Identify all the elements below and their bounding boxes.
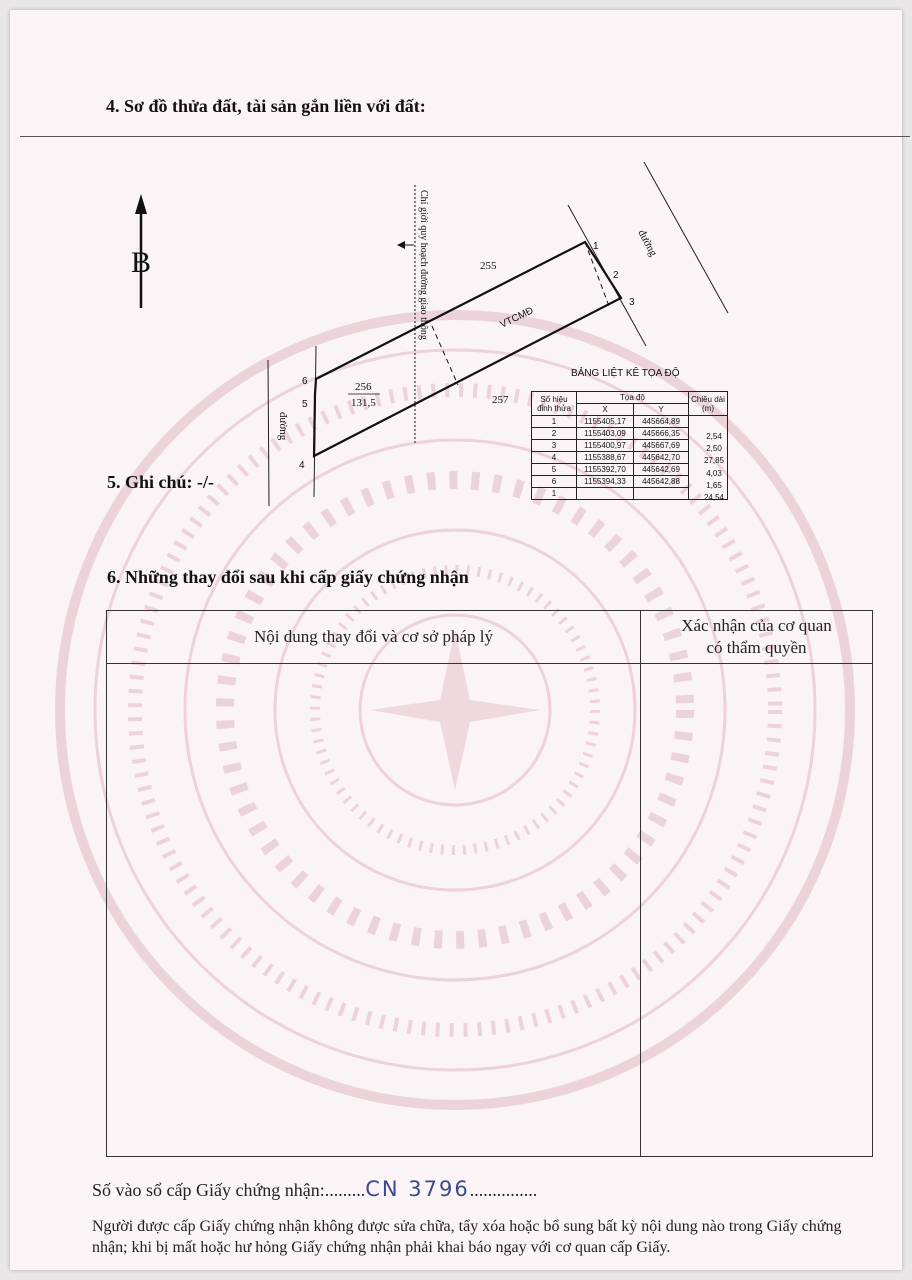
serial-label: Số vào sổ cấp Giấy chứng nhận: [92, 1180, 325, 1200]
notice-text: Người được cấp Giấy chứng nhận không được sửa chữa, tẩy xóa hoặc bổ sung bất kỳ nội dung nào trong Giấy chứng nhận; khi bị mất hoặc hư hỏng Giấy chứng nhận phải khai báo ngay với cơ quan cấp Giấy. [92, 1218, 842, 1256]
vertex-4-label: 4 [299, 460, 305, 471]
coord-x: 1155392,70 [577, 464, 634, 476]
coord-y [634, 488, 689, 500]
coord-y: 445642,88 [634, 476, 689, 488]
parcel-256-label: 256 [355, 381, 372, 393]
coord-y: 445664,89 [634, 416, 689, 428]
confirmation-line-2: có thẩm quyền [706, 638, 807, 657]
confirmation-line-1: Xác nhận của cơ quan [681, 616, 832, 635]
coord-header-y: Y [634, 404, 689, 416]
changes-col-content: Nội dung thay đổi và cơ sở pháp lý [107, 611, 641, 664]
coord-x: 1155388,67 [577, 452, 634, 464]
vertex-id: 6 [532, 476, 577, 488]
parcel-257-label: 257 [492, 394, 509, 406]
coord-y: 445642,70 [634, 452, 689, 464]
segment-length: 24,54 [703, 493, 725, 503]
vertex-id: 4 [532, 452, 577, 464]
road-label-left: đường [277, 412, 289, 441]
coord-table-title: BẢNG LIỆT KÊ TỌA ĐỘ [571, 368, 680, 379]
segment-length: 1,65 [706, 480, 722, 490]
serial-number: CN 3796 [365, 1177, 470, 1201]
coord-x: 1155394,33 [577, 476, 634, 488]
parcel-255-label: 255 [480, 260, 497, 272]
segment-length: 27,85 [703, 456, 725, 466]
coord-y: 445667,69 [634, 440, 689, 452]
coord-header-x: X [577, 404, 634, 416]
road-label-right: đường [635, 227, 660, 259]
vertex-id: 1 [532, 416, 577, 428]
corridor-dash-2 [432, 326, 458, 385]
planning-line-label: Chỉ giới quy hoạch đường giao thông [418, 190, 429, 340]
road-line-right [644, 162, 728, 313]
vertex-6-label: 6 [302, 376, 308, 387]
coord-x: 1155400,97 [577, 440, 634, 452]
vertex-2-label: 2 [613, 270, 619, 281]
vertex-id: 2 [532, 428, 577, 440]
section-6-title: 6. Những thay đổi sau khi cấp giấy chứng nhận [107, 567, 469, 587]
coord-x: 1155405,17 [577, 416, 634, 428]
coord-x [577, 488, 634, 500]
vertex-id: 1 [532, 488, 577, 500]
changes-confirmation-cell [641, 664, 873, 1157]
segment-length: 2,50 [706, 444, 722, 454]
vertex-id: 3 [532, 440, 577, 452]
table-row [532, 416, 728, 428]
changes-content-cell [107, 664, 641, 1157]
vertex-id: 5 [532, 464, 577, 476]
coord-x: 1155403,09 [577, 428, 634, 440]
changes-col-confirmation [641, 611, 873, 664]
section-4-title: 4. Sơ đồ thửa đất, tài sản gắn liền với đất: [106, 96, 426, 116]
changes-table [106, 610, 873, 1157]
coord-table [531, 391, 728, 500]
serial-line [92, 1177, 537, 1201]
vertex-5-label: 5 [302, 399, 308, 410]
coord-y: 445666,35 [634, 428, 689, 440]
length-values [700, 431, 728, 504]
coord-header-coord: Tọa độ [577, 392, 689, 404]
serial-dots: ......... [324, 1180, 366, 1200]
vertex-3-label: 3 [629, 297, 635, 308]
road-line-left [268, 360, 269, 506]
parcel-area-label: 131,5 [351, 397, 376, 409]
vertex-1-label: 1 [593, 241, 599, 252]
section-5-title: 5. Ghi chú: -/- [107, 472, 215, 492]
certificate-page [10, 10, 902, 1270]
coord-header-length: Chiều dài (m) [689, 392, 728, 416]
coord-y: 445642,69 [634, 464, 689, 476]
north-label: B [131, 246, 152, 279]
segment-length: 4,03 [706, 468, 722, 478]
corridor-label: VTCMĐ [498, 305, 536, 331]
segment-length: 2,54 [706, 432, 722, 441]
coord-header-vertex: Số hiệu đỉnh thửa [532, 392, 577, 416]
planning-arrow-icon [397, 241, 405, 249]
serial-dots: ............... [469, 1180, 538, 1200]
